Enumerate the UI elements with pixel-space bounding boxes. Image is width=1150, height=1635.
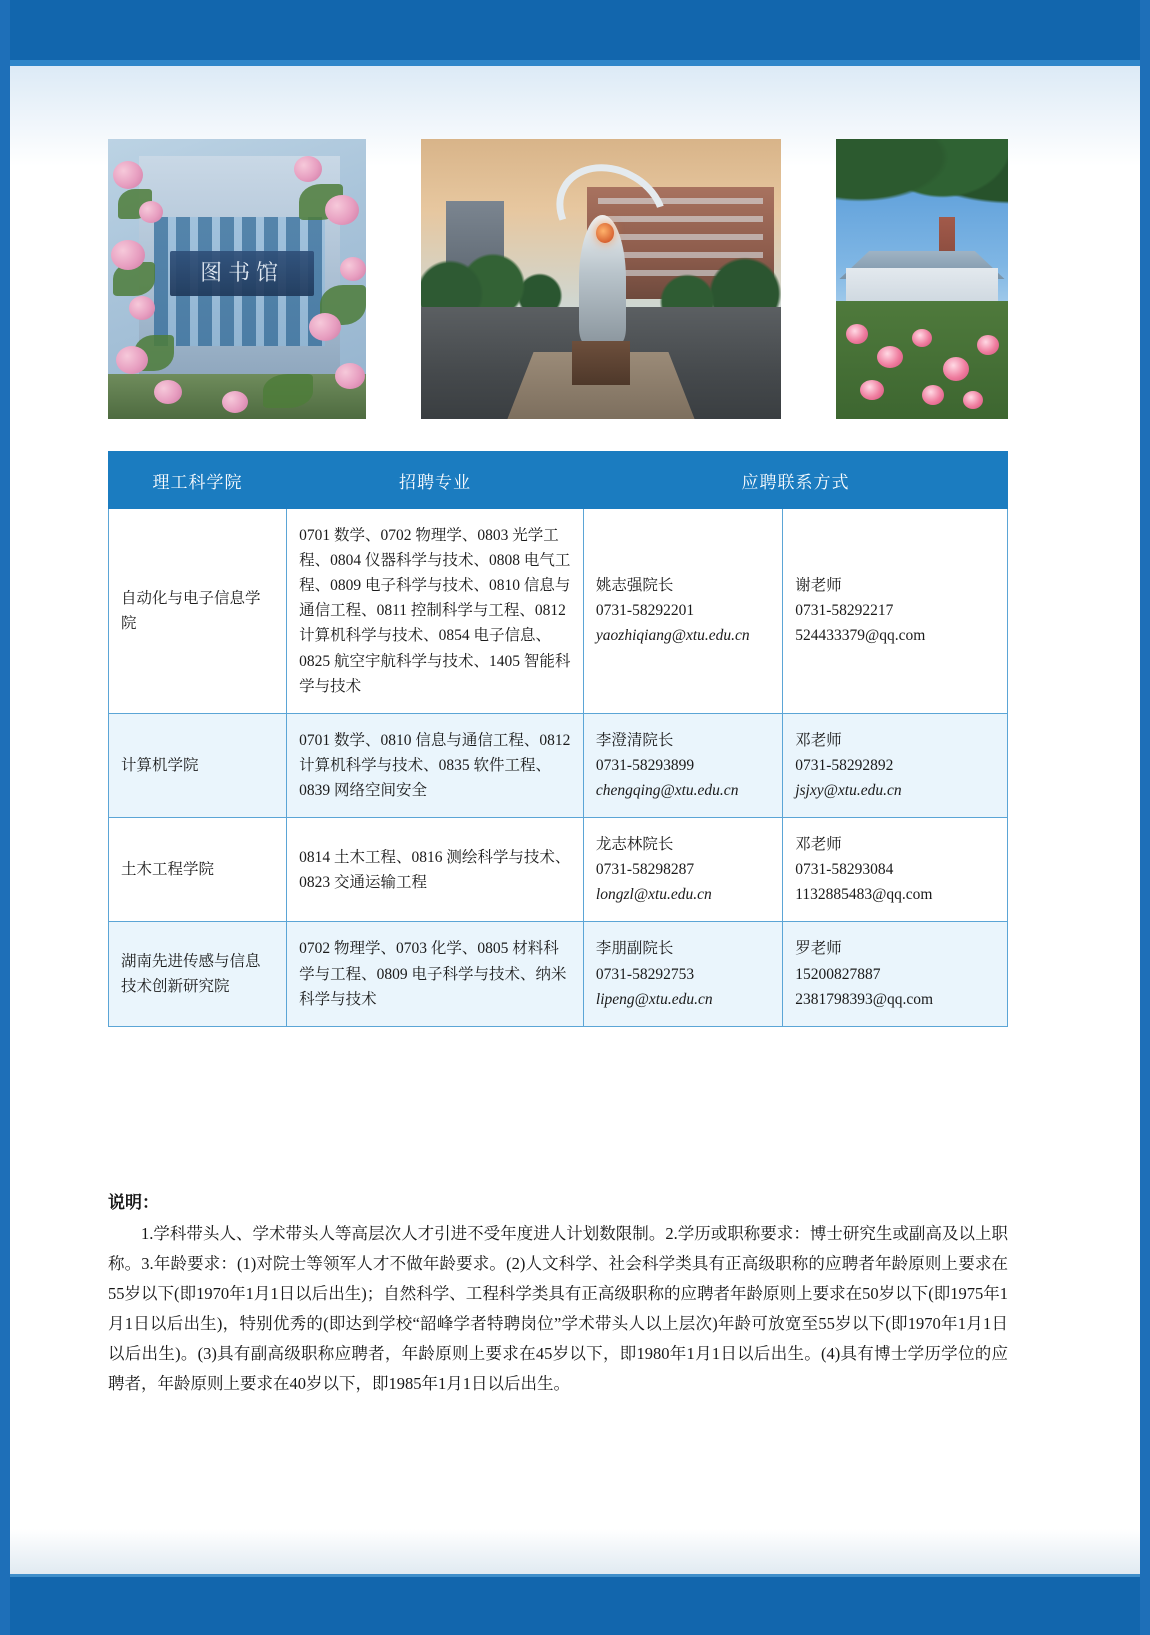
cell-majors: 0701 数学、0810 信息与通信工程、0812 计算机科学与技术、0835 软件工程、0839 网络空间安全 xyxy=(287,713,584,817)
cell-contact-secondary xyxy=(783,922,1008,1026)
notes-body: 1.学科带头人、学术带头人等高层次人才引进不受年度进人计划数限制。2.学历或职称要求：博士研究生或副高及以上职称。3.年龄要求：(1)对院士等领军人才不做年龄要求。(2)人文科学、社会科学类具有正高级职称的应聘者年龄原则上要求在55岁以下(即1970年1月1日以后出生)；自然科学、工程科学类具有正高级职称的应聘者年龄原则上要求在50岁以下(即1975年1月1日以后出生)，特别优秀的(即达到学校“韶峰学者特聘岗位”学术带头人以上层次)年龄可放宽至55岁以下(即1970年1月1日以后出生)。(3)具有副高级职称应聘者，年龄原则上要求在45岁以下，即1980年1月1日以后出生。(4)具有博士学历学位的应聘者，年龄原则上要求在40岁以下，即1985年1月1日以后出生。 xyxy=(108,1224,1008,1394)
library-sign-text: 图书馆 xyxy=(170,251,314,296)
contact-name: 邓老师 xyxy=(795,731,842,749)
campus-sculpture-photo xyxy=(421,139,781,419)
cell-contact-primary xyxy=(583,922,782,1026)
recruitment-table xyxy=(108,451,1008,1027)
contact-name: 邓老师 xyxy=(795,836,842,854)
contact-phone: 0731-58298287 xyxy=(595,861,695,879)
cell-college: 计算机学院 xyxy=(109,713,287,817)
cell-college: 自动化与电子信息学院 xyxy=(109,509,287,714)
bottom-decoration-band xyxy=(10,1577,1140,1635)
contact-email[interactable]: chengqing@xtu.edu.cn xyxy=(595,781,739,799)
contact-email[interactable]: 2381798393@qq.com xyxy=(795,990,934,1008)
contact-name: 姚志强院长 xyxy=(595,577,674,595)
contact-email[interactable]: longzl@xtu.edu.cn xyxy=(595,886,712,904)
bottom-gradient xyxy=(10,1529,1140,1577)
contact-phone: 0731-58293899 xyxy=(595,756,695,774)
cell-contact-primary xyxy=(583,713,782,817)
notes-title: 说明： xyxy=(108,1193,159,1212)
cell-majors: 0702 物理学、0703 化学、0805 材料科学与工程、0809 电子科学与技术、纳米科学与技术 xyxy=(287,922,584,1026)
contact-phone: 0731-58292217 xyxy=(795,602,894,620)
table-row xyxy=(109,509,1008,714)
contact-name: 李澄清院长 xyxy=(595,731,674,749)
recruitment-table-wrapper xyxy=(108,451,1008,1027)
contact-phone: 0731-58292201 xyxy=(595,602,695,620)
contact-phone: 0731-58292753 xyxy=(595,965,695,983)
page-content xyxy=(10,66,1140,1529)
contact-email[interactable]: lipeng@xtu.edu.cn xyxy=(595,990,713,1008)
contact-email[interactable]: yaozhiqiang@xtu.edu.cn xyxy=(595,627,750,645)
contact-email[interactable]: 524433379@qq.com xyxy=(795,627,926,645)
cell-college: 湖南先进传感与信息技术创新研究院 xyxy=(109,922,287,1026)
contact-name: 李朋副院长 xyxy=(595,940,674,958)
contact-name: 罗老师 xyxy=(795,940,842,958)
table-row xyxy=(109,922,1008,1026)
cell-college: 土木工程学院 xyxy=(109,818,287,922)
photo-strip xyxy=(108,139,1008,419)
cell-majors: 0814 土木工程、0816 测绘科学与技术、0823 交通运输工程 xyxy=(287,818,584,922)
notes-section xyxy=(108,1188,1008,1399)
contact-phone: 15200827887 xyxy=(795,965,881,983)
cell-contact-secondary xyxy=(783,713,1008,817)
cell-contact-secondary xyxy=(783,818,1008,922)
contact-email[interactable]: 1132885483@qq.com xyxy=(795,886,933,904)
contact-name: 谢老师 xyxy=(795,577,842,595)
header-contact: 应聘联系方式 xyxy=(583,452,1007,509)
campus-flowers-photo xyxy=(836,139,1008,419)
page-inner xyxy=(10,0,1140,1635)
table-row xyxy=(109,818,1008,922)
contact-email[interactable]: jsjxy@xtu.edu.cn xyxy=(795,781,902,799)
contact-phone: 0731-58293084 xyxy=(795,861,894,879)
cell-majors: 0701 数学、0702 物理学、0803 光学工程、0804 仪器科学与技术、0808 电气工程、0809 电子科学与技术、0810 信息与通信工程、0811 控制科学与工程、0812 计算机科学与技术、0854 电子信息、0825 航空宇航科学与技术、1405 智能科学与技术 xyxy=(287,509,584,714)
header-college: 理工科学院 xyxy=(109,452,287,509)
cell-contact-primary xyxy=(583,818,782,922)
table-header-row xyxy=(109,452,1008,509)
contact-name: 龙志林院长 xyxy=(595,836,674,854)
top-decoration-band xyxy=(10,0,1140,60)
library-building-photo xyxy=(108,139,366,419)
table-row xyxy=(109,713,1008,817)
cell-contact-secondary xyxy=(783,509,1008,714)
contact-phone: 0731-58292892 xyxy=(795,756,894,774)
header-majors: 招聘专业 xyxy=(287,452,584,509)
cell-contact-primary xyxy=(583,509,782,714)
